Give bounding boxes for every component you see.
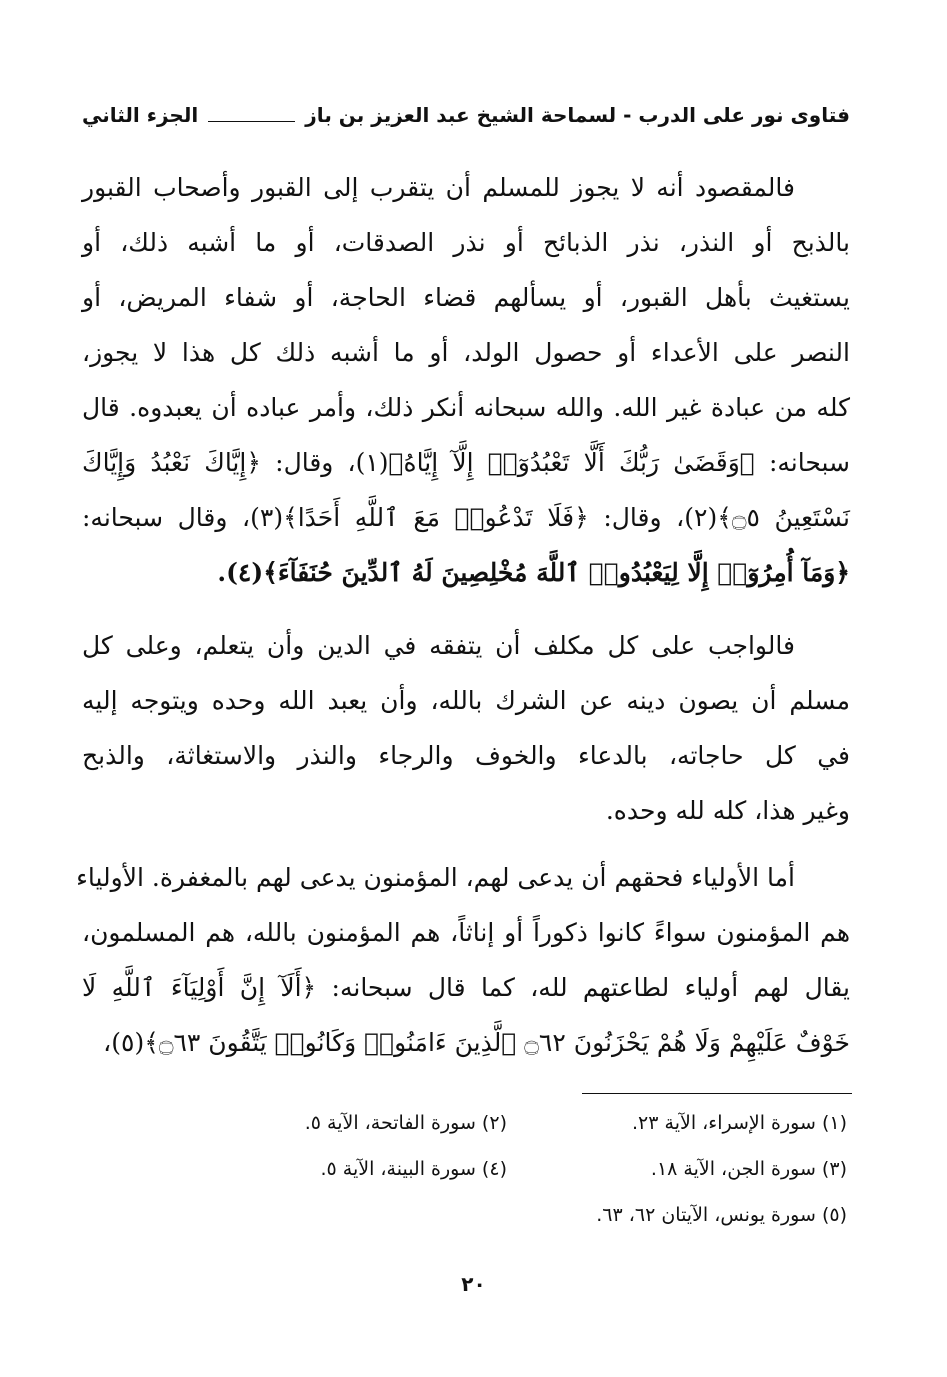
text-line: بالذبح أو النذر، نذر الذبائح أو نذر الصدقات، أو ما أشبه ذلك، أو	[82, 228, 850, 257]
text-line: فالواجب على كل مكلف أن يتفقه في الدين وأن يتعلم، وعلى كل	[82, 631, 795, 660]
footnote-2: (٢) سورة الفاتحة، الآية ٥.	[304, 1112, 507, 1134]
footnote-3: (٣) سورة الجن، الآية ١٨.	[650, 1158, 847, 1180]
text-line: يستغيث بأهل القبور، أو يسألهم قضاء الحاجة، أو شفاء المريض، أو	[82, 283, 850, 312]
paragraph-3	[76, 850, 850, 1070]
running-header	[82, 95, 850, 135]
paragraph-2	[82, 618, 850, 838]
footnote-row	[167, 1146, 847, 1192]
text-line-with-quran-verse: نَسْتَعِينُ ۝٥﴾(٢)، وقال: ﴿فَلَا تَدْعُوا۟ مَعَ ٱللَّهِ أَحَدًا﴾(٣)، وقال سبحانه:	[82, 503, 850, 532]
footnote-separator	[582, 1093, 852, 1094]
text-line: فالمقصود أنه لا يجوز للمسلم أن يتقرب إلى القبور وأصحاب القبور	[82, 173, 795, 202]
footnotes	[167, 1100, 847, 1238]
footnote-row	[167, 1100, 847, 1146]
text-line: مسلم أن يصون دينه عن الشرك بالله، وأن يعبد الله وحده ويتوجه إليه	[82, 686, 850, 715]
text-line-with-quran-verse: سبحانه: ﴿وَقَضَىٰ رَبُّكَ أَلَّا تَعْبُدُوٓا۟ إِلَّآ إِيَّاهُ﴾(١)، وقال: ﴿إِيَّاكَ نَعْبُدُ وَإِيَّاكَ	[82, 448, 850, 477]
text-line-with-quran-verse: يقال لهم أولياء لطاعتهم لله، كما قال سبحانه: ﴿أَلَآ إِنَّ أَوْلِيَآءَ ٱللَّهِ لَا	[82, 973, 850, 1002]
part-label: الجزء الثاني	[82, 103, 199, 127]
text-line: النصر على الأعداء أو حصول الولد، أو ما أشبه ذلك كل هذا لا يجوز،	[82, 338, 850, 367]
paragraph-1	[82, 160, 850, 600]
footnote-4: (٤) سورة البينة، الآية ٥.	[320, 1158, 507, 1180]
text-line: كله من عبادة غير الله. والله سبحانه أنكر ذلك، وأمر عباده أن يعبدوه. قال	[82, 393, 850, 422]
book-title: فتاوى نور على الدرب - لسماحة الشيخ عبد العزيز بن باز	[305, 103, 850, 127]
page-number: ٢٠	[461, 1272, 486, 1296]
text-line: أما الأولياء فحقهم أن يدعى لهم، المؤمنون يدعى لهم بالمغفرة. الأولياء	[76, 863, 795, 892]
text-line: وغير هذا، كله لله وحده.	[605, 796, 850, 825]
text-line: في كل حاجاته، بالدعاء والخوف والرجاء والنذر والاستغاثة، والذبح	[82, 741, 850, 770]
footnote-5: (٥) سورة يونس، الآيتان ٦٢، ٦٣.	[596, 1204, 847, 1226]
footnote-1: (١) سورة الإسراء، الآية ٢٣.	[632, 1112, 847, 1134]
header-rule	[208, 121, 295, 122]
quran-verse-line: خَوْفٌ عَلَيْهِمْ وَلَا هُمْ يَحْزَنُونَ ۝٦٢ ٱلَّذِينَ ءَامَنُوا۟ وَكَانُوا۟ يَتَّقُونَ ۝٦٣﴾(٥)،	[103, 1028, 850, 1057]
text-line: هم المؤمنون سواءً كانوا ذكوراً أو إناثاً، هم المؤمنون بالله، هم المسلمون،	[82, 918, 850, 947]
footnote-row	[167, 1192, 847, 1238]
quran-verse-line: ﴿وَمَآ أُمِرُوٓا۟ إِلَّا لِيَعْبُدُوا۟ ٱللَّهَ مُخْلِصِينَ لَهُ ٱلدِّينَ حُنَفَآءَ﴾(٤).	[217, 558, 850, 587]
